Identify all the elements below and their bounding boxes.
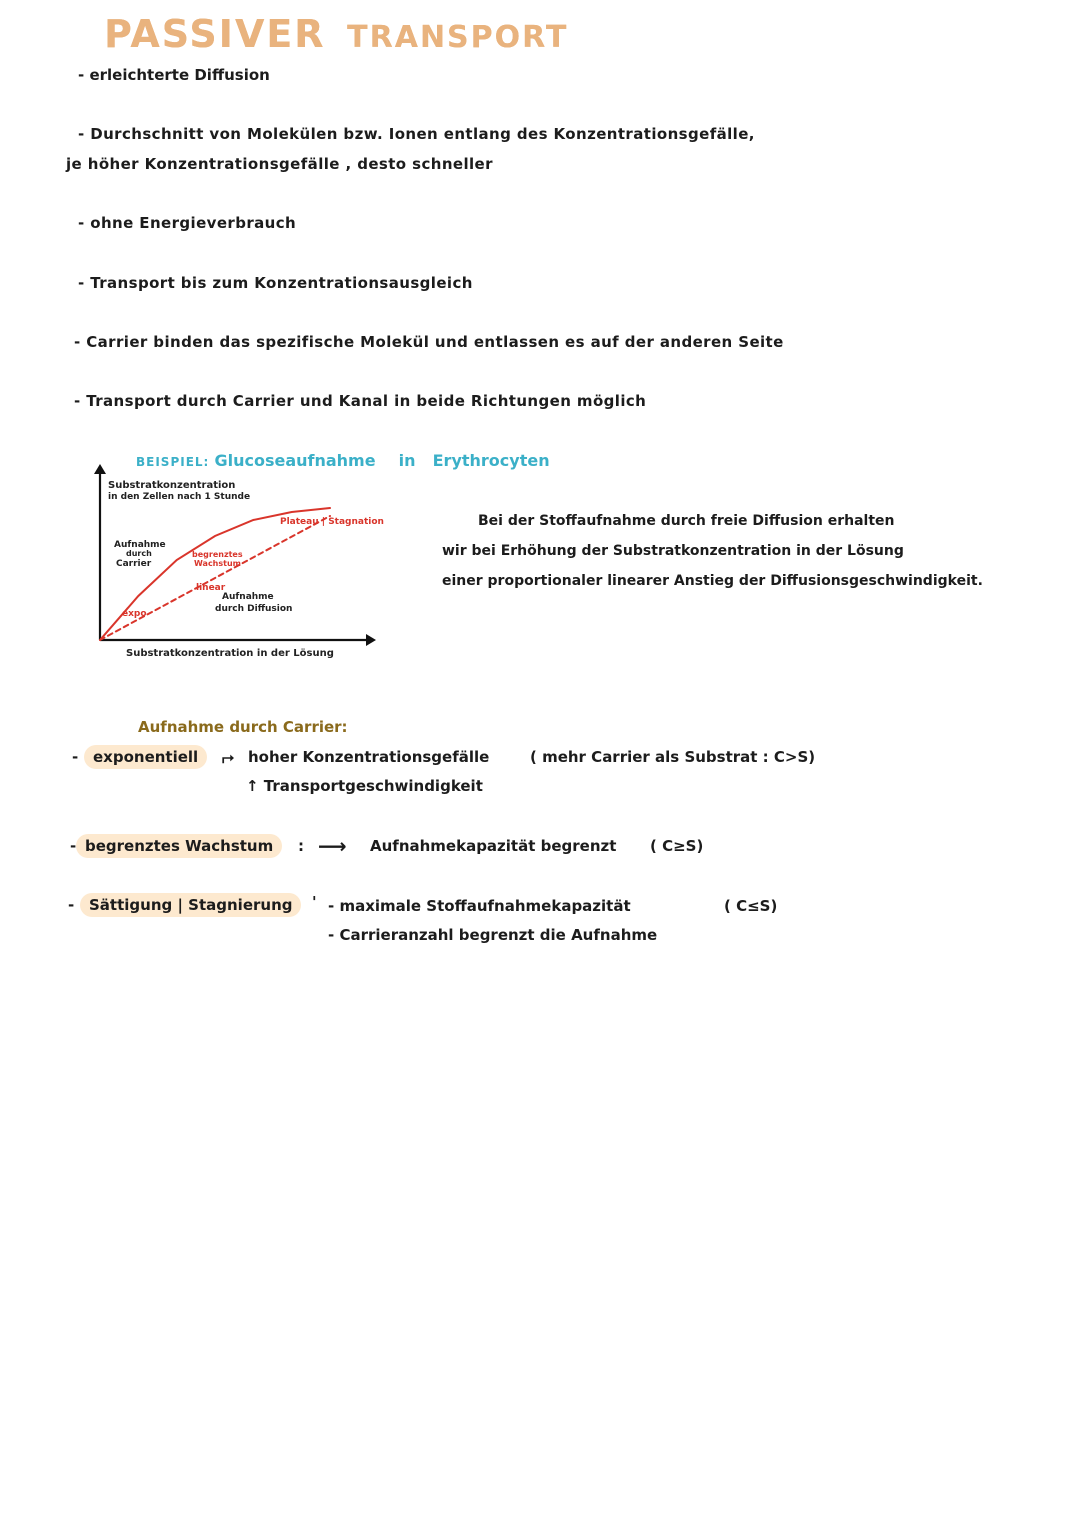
- carrier-heading: Aufnahme durch Carrier:: [138, 718, 348, 736]
- bullet-1-line-1: - Durchschnitt von Molekülen bzw. Ionen entlang des Konzentrationsgefälle,: [78, 125, 755, 143]
- annotation-plateau: Plateau | Stagnation: [280, 517, 384, 527]
- annotation-carrier-2: durch: [126, 549, 152, 558]
- page-title: [104, 12, 568, 56]
- explanation-line-2: wir bei Erhöhung der Substratkonzentration in der Lösung: [442, 543, 904, 559]
- item-2-dash: -: [70, 837, 77, 855]
- item-2-separator: :: [298, 837, 304, 855]
- title-word-1: PASSIVER: [104, 12, 326, 56]
- item-3-text-1: - maximale Stoffaufnahmekapazität: [328, 897, 631, 915]
- item-1-dash: -: [72, 748, 79, 766]
- x-axis-arrow: [366, 634, 376, 646]
- item-3-note: ( C≤S): [724, 897, 778, 915]
- bullet-2: - ohne Energieverbrauch: [78, 214, 297, 232]
- item-1-note: ( mehr Carrier als Substrat : C>S): [530, 748, 816, 766]
- example-text: Glucoseaufnahme: [214, 451, 376, 470]
- explanation-line-1: Bei der Stoffaufnahme durch freie Diffusion erhalten: [478, 513, 895, 529]
- item-1-text-2: ↑ Transportgeschwindigkeit: [246, 777, 483, 795]
- item-1-label: exponentiell: [84, 745, 207, 769]
- explanation-line-3: einer proportionaler linearer Anstieg der Diffusionsgeschwindigkeit.: [442, 573, 983, 589]
- bullet-5: - Transport durch Carrier und Kanal in beide Richtungen möglich: [74, 392, 647, 410]
- item-3-text-2: - Carrieranzahl begrenzt die Aufnahme: [328, 926, 658, 944]
- series-line-solid: [100, 508, 330, 640]
- item-1-text-1: hoher Konzentrationsgefälle: [248, 748, 490, 766]
- bullet-3: - Transport bis zum Konzentrationsausgleich: [78, 274, 473, 292]
- y-axis-arrow: [94, 464, 106, 474]
- annotation-diffusion-2: durch Diffusion: [215, 604, 293, 614]
- x-label: Substratkonzentration in der Lösung: [126, 648, 334, 659]
- annotation-begrenzt-2: Wachstum: [194, 559, 241, 568]
- example-label: BEISPIEL:: [136, 455, 210, 469]
- title-word-2: TRANSPORT: [347, 20, 569, 55]
- annotation-begrenzt-1: begrenztes: [192, 550, 243, 559]
- item-2-note: ( C≥S): [650, 837, 704, 855]
- annotation-diffusion-1: Aufnahme: [222, 592, 274, 602]
- y-label-line-1: Substratkonzentration: [108, 480, 236, 491]
- example-target: Erythrocyten: [432, 451, 550, 470]
- item-1-branch-icon: ⮣: [222, 748, 235, 766]
- item-3-dash: -: [68, 896, 75, 914]
- item-3-label: Sättigung | Stagnierung: [80, 893, 301, 917]
- uptake-chart: [80, 460, 390, 670]
- annotation-expo: expo: [122, 609, 147, 619]
- subtitle: - erleichterte Diffusion: [78, 66, 270, 84]
- bullet-1-line-2: je höher Konzentrationsgefälle , desto schneller: [66, 155, 493, 173]
- item-2-label: begrenztes Wachstum: [76, 834, 282, 858]
- item-2-text-1: Aufnahmekapazität begrenzt: [370, 837, 617, 855]
- annotation-linear: linear: [196, 583, 226, 593]
- example-in: in: [398, 451, 416, 470]
- y-label-line-2: in den Zellen nach 1 Stunde: [108, 492, 251, 502]
- item-3-separator: ': [312, 893, 317, 911]
- series-layer: [100, 508, 330, 640]
- bullet-4: - Carrier binden das spezifische Molekül und entlassen es auf der anderen Seite: [74, 333, 784, 351]
- arrow-right-icon: ⟶: [318, 834, 347, 858]
- series-line-dashed: [100, 516, 330, 640]
- annotation-carrier-1: Aufnahme: [114, 540, 166, 550]
- explanation: [442, 506, 983, 596]
- annotation-carrier-3: Carrier: [116, 559, 152, 569]
